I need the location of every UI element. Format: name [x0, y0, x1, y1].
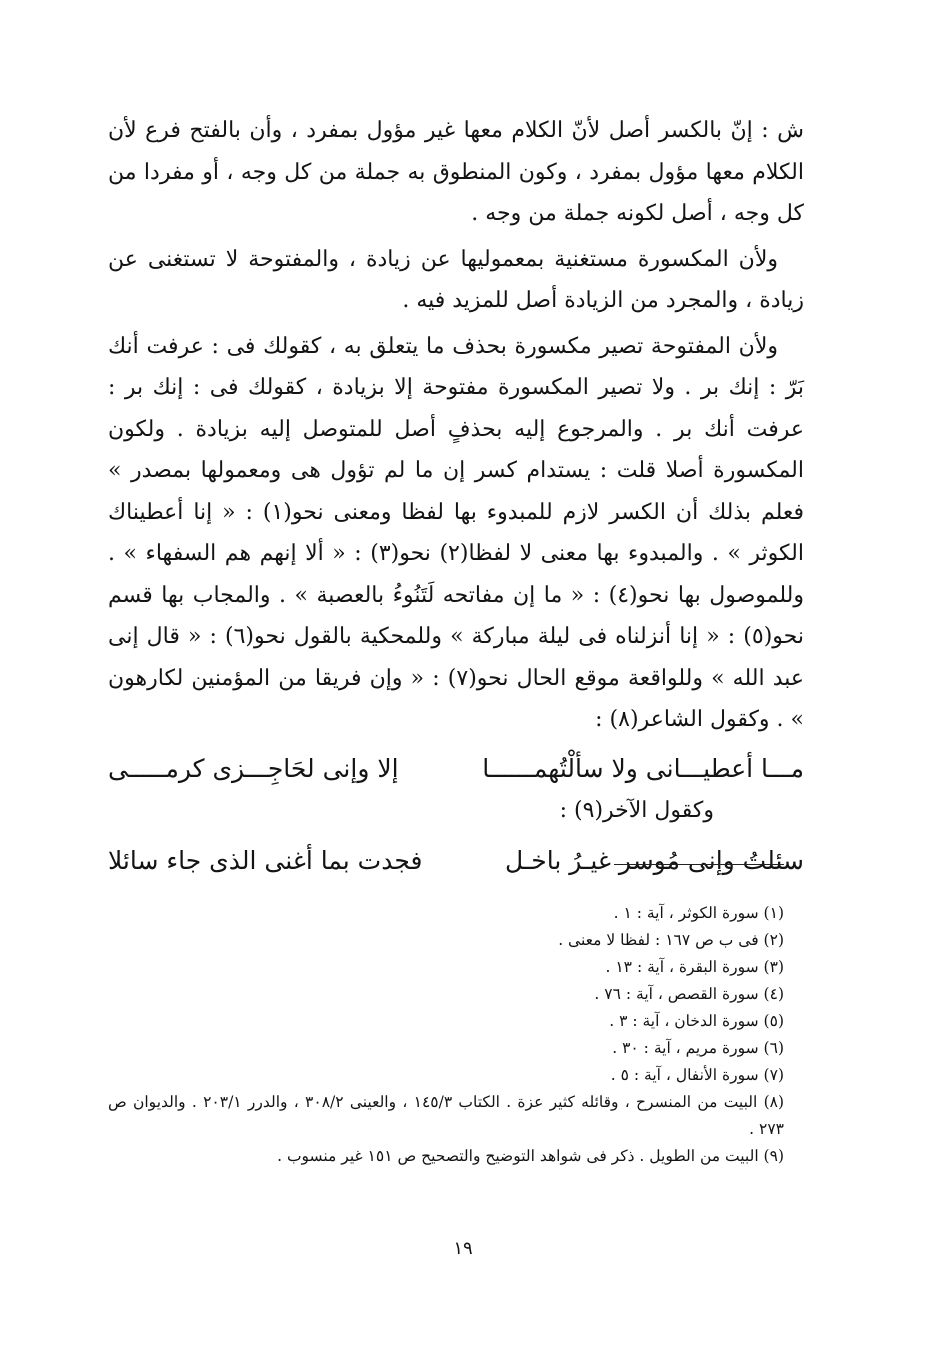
footnotes — [108, 900, 784, 1170]
footnote: (١) سورة الكوثر ، آية : ١ . — [613, 904, 784, 922]
paragraph: ولأن المكسورة مستغنية بمعموليها عن زيادة ، والمفتوحة لا تستغنى عن زيادة ، والمجرد من الزيادة أصل للمزيد فيه . — [108, 246, 804, 313]
footnote: (٧) سورة الأنفال ، آية : ٥ . — [610, 1066, 784, 1084]
verse-hemistich-first: فجدت بما أغنى الذى جاء سائلا — [108, 845, 423, 875]
footnote: (٢) فى ب ص ١٦٧ : لفظا لا معنى . — [558, 931, 784, 949]
verse-hemistich-second: إلا وإنى لحَاجِـــزى كرمـــــى — [108, 753, 399, 783]
paragraph: ش : إنّ بالكسر أصل لأنّ الكلام معها غير مؤول بمفرد ، وأن بالفتح فرع لأن الكلام معها مؤول بمفرد ، وكون المنطوق به جملة من كل وجه ، أو مفردا من كل وجه ، أصل لكونه جملة من وجه . — [108, 118, 804, 226]
poetry-verse — [108, 747, 804, 791]
footnote-divider — [614, 864, 784, 865]
footnote: (٣) سورة البقرة ، آية : ١٣ . — [605, 958, 784, 976]
footnote: (٤) سورة القصص ، آية : ٧٦ . — [594, 985, 784, 1003]
paragraph: ولأن المفتوحة تصير مكسورة بحذف ما يتعلق به ، كقولك فى : عرفت أنك بَرّ : إنك بر . ولا تصير المكسورة مفتوحة إلا بزيادة ، كقولك فى : إنك بر : عرفت أنك بر . والمرجوع إليه بحذفٍ أصل للمتوصل إليه بزيادة . ولكون المكسورة أصلا قلت : يستدام كسر إن ما لم تؤول هى ومعمولها بمصدر » فعلم بذلك أن الكسر لازم للمبدوء بها لفظا ومعنى نحو(١) : « إنا أعطيناك الكوثر » . والمبدوء بها معنى لا لفظا(٢) نحو(٣) : « ألا إنهم هم السفهاء » . وللموصول بها نحو(٤) : « ما إن مفاتحه لَتَنُوءُ بالعصبة » . والمجاب بها قسم نحو(٥) : « إنا أنزلناه فى ليلة مباركة » وللمحكية بالقول نحو(٦) : « قال إنى عبد الله » وللواقعة موقع الحال نحو(٧) : « وإن فريقا من المؤمنين لكارهون » . وكقول الشاعر(٨) : — [108, 333, 805, 732]
verse-intro: وكقول الآخر(٩) : — [559, 797, 714, 823]
main-text — [108, 110, 804, 883]
footnote: (٩) البيت من الطويل . ذكر فى شواهد التوضيح والتصحيح ص ١٥١ غير منسوب . — [277, 1147, 784, 1165]
verse-hemistich-first: مـــا أعطيـــانى ولا سألْتُهمــــــا — [482, 753, 804, 783]
poetry-verse — [108, 839, 804, 883]
verse-hemistich-second: سئلتُ وإنى مُوسر غيـرُ باخـل — [505, 845, 804, 875]
page-number: ١٩ — [453, 1238, 473, 1259]
footnote: (٦) سورة مريم ، آية : ٣٠ . — [612, 1039, 784, 1057]
footnote: (٥) سورة الدخان ، آية : ٣ . — [609, 1012, 784, 1030]
footnote: (٨) البيت من المنسرح ، وقائله كثير عزة . الكتاب ١٤٥/٣ ، والعينى ٣٠٨/٢ ، والدرر ٢٠٣/١ . والديوان ص ٢٧٣ . — [108, 1093, 785, 1138]
